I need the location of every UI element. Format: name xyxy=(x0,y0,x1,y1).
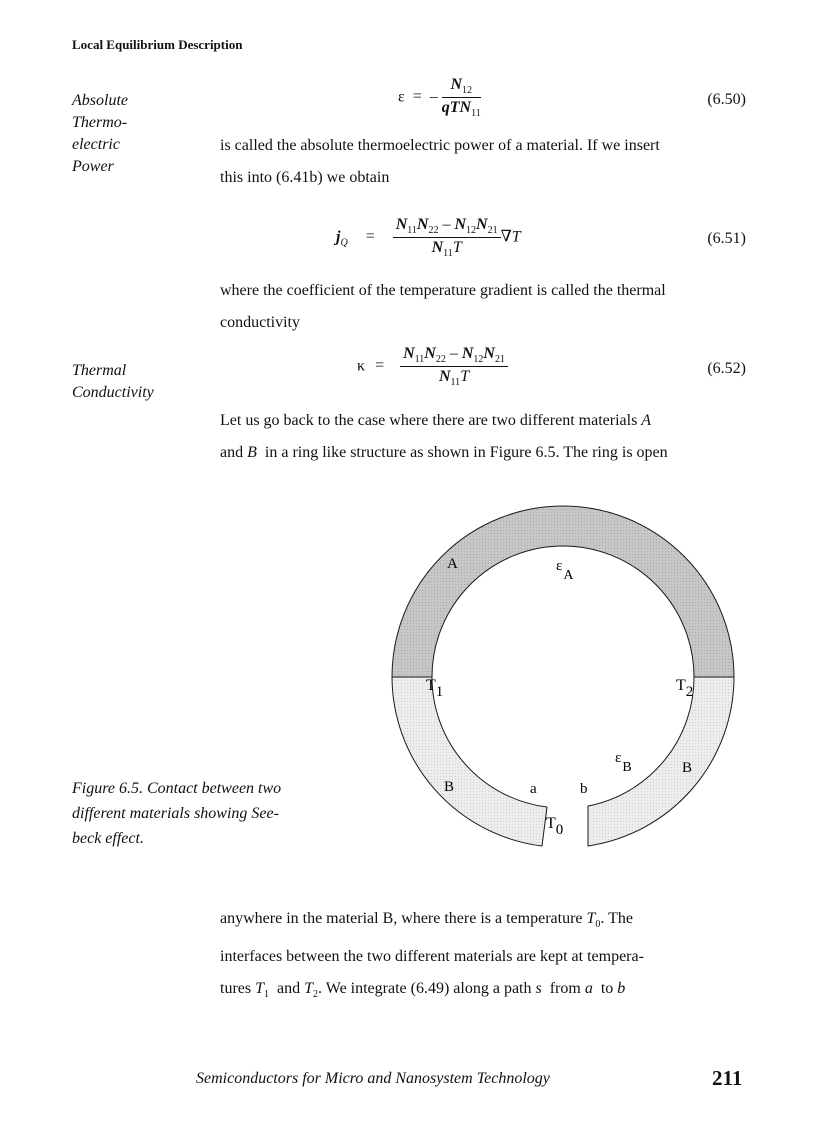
label-point-b: b xyxy=(580,781,588,797)
margin-note-line: Thermal xyxy=(72,362,127,379)
label-t1-symbol: T xyxy=(426,677,436,694)
eq652-d: N xyxy=(483,345,495,362)
eq651-a: N xyxy=(395,216,408,233)
label-material-b-right: B xyxy=(682,760,693,776)
margin-note-line: electric xyxy=(72,136,120,153)
label-t2-symbol: T xyxy=(676,677,686,694)
caption-line: different materials showing See- xyxy=(72,805,279,822)
temp-t0-symbol: T xyxy=(586,910,596,927)
text-run: tures xyxy=(220,980,256,998)
caption-line: Figure 6.5. Contact between two xyxy=(72,780,282,797)
eq651-lhs-sub: Q xyxy=(340,237,348,249)
eq651-den-sub: 11 xyxy=(443,248,453,260)
text-run: . We integrate (6.49) along a path xyxy=(318,980,536,998)
paragraph-line xyxy=(220,973,746,1011)
eq651-fraction xyxy=(393,216,501,259)
label-material-b-left: B xyxy=(444,779,455,795)
margin-note-thermal-conductivity xyxy=(72,360,154,404)
paragraph-4 xyxy=(220,903,746,1011)
label-t0-symbol: T xyxy=(546,815,556,832)
paragraph-line xyxy=(220,903,746,941)
text-run: in a ring like structure as shown in Figure 6.5. The ring is open xyxy=(256,444,668,461)
eq652-lhs: κ xyxy=(357,357,366,375)
equation-number-6-50: (6.50) xyxy=(707,91,746,108)
eq652-den-sub: 11 xyxy=(450,377,461,389)
eq652-den-t: T xyxy=(460,368,470,386)
eq651-d: N xyxy=(476,216,488,233)
eq652-c: N xyxy=(461,345,474,362)
label-t0-sub: 0 xyxy=(555,822,564,838)
equation-6-50 xyxy=(398,76,481,119)
paragraph-line: where the coefficient of the temperature gradient is called the thermal xyxy=(220,282,666,299)
eq651-den-t: T xyxy=(452,239,462,257)
text-run: from xyxy=(541,980,585,998)
temp-t1-sub: 1 xyxy=(264,989,270,1001)
eq652-equals: = xyxy=(375,357,385,375)
paragraph-3 xyxy=(220,405,746,469)
paragraph-line: conductivity xyxy=(220,314,300,331)
paragraph-line: is called the absolute thermoelectric power of a material. If we insert xyxy=(220,137,660,154)
label-epsilon-b-sub: B xyxy=(622,760,632,775)
temp-t2-symbol: T xyxy=(304,980,314,998)
eq650-lhs: ε xyxy=(398,88,405,106)
paragraph-1 xyxy=(220,130,746,194)
eq651-den-symbol: N xyxy=(431,239,444,257)
temp-t1-symbol: T xyxy=(255,980,265,998)
eq651-c-sub: 12 xyxy=(466,225,477,237)
path-s-symbol: s xyxy=(535,980,542,998)
figure-6-5-ring-diagram xyxy=(380,500,746,850)
label-t2 xyxy=(676,677,693,700)
eq651-equals: = xyxy=(365,228,375,246)
equation-number-6-52: (6.52) xyxy=(707,360,746,377)
paragraph-line: interfaces between the two different materials are kept at tempera- xyxy=(220,948,644,966)
point-b-symbol: b xyxy=(617,980,626,998)
equation-6-51 xyxy=(336,216,521,259)
temp-t2-sub: 2 xyxy=(313,989,319,1001)
margin-note-absolute-power xyxy=(72,90,128,178)
eq651-minus: – xyxy=(442,216,451,233)
text-run: and xyxy=(269,980,305,998)
eq652-den-symbol: N xyxy=(438,368,451,386)
eq650-fraction xyxy=(442,76,481,119)
eq650-num-sub: 12 xyxy=(462,85,473,97)
eq650-den-symbol: qTN xyxy=(441,99,472,117)
label-epsilon-a xyxy=(556,558,574,583)
paragraph-2 xyxy=(220,275,746,339)
margin-note-line: Absolute xyxy=(72,92,128,109)
eq651-gradient: ∇T xyxy=(500,228,521,246)
equation-number-6-51: (6.51) xyxy=(707,230,746,247)
paragraph-line xyxy=(220,405,746,437)
paragraph-line: this into (6.41b) we obtain xyxy=(220,169,390,186)
eq651-b-sub: 22 xyxy=(428,225,439,237)
margin-note-line: Power xyxy=(72,158,114,175)
caption-line: beck effect. xyxy=(72,830,144,847)
label-epsilon-b-symbol: ε xyxy=(615,750,622,766)
label-epsilon-b xyxy=(615,750,632,775)
eq651-c: N xyxy=(454,216,467,233)
point-a-symbol: a xyxy=(584,980,593,998)
label-epsilon-a-sub: A xyxy=(563,568,574,583)
eq650-equals: = xyxy=(412,88,422,106)
running-head: Local Equilibrium Description xyxy=(72,37,243,52)
eq652-b: N xyxy=(424,345,436,362)
text-run: anywhere in the material B, where there is a temperature xyxy=(220,910,587,927)
text-run: and xyxy=(220,444,248,461)
material-b-right-arc xyxy=(588,677,734,846)
label-t0 xyxy=(546,815,563,838)
eq652-a: N xyxy=(403,345,415,362)
label-t2-sub: 2 xyxy=(685,684,694,700)
eq652-c-sub: 12 xyxy=(473,354,484,366)
eq650-num-symbol: N xyxy=(450,76,463,93)
eq651-d-sub: 21 xyxy=(487,225,498,237)
footer-book-title: Semiconductors for Micro and Nanosystem Technology xyxy=(196,1070,550,1087)
material-a-symbol: A xyxy=(641,412,652,429)
eq652-a-sub: 11 xyxy=(414,354,425,366)
label-epsilon-a-symbol: ε xyxy=(556,558,563,574)
eq652-minus: – xyxy=(449,345,458,362)
label-t1-sub: 1 xyxy=(435,684,444,700)
eq650-minus: – xyxy=(429,88,438,106)
eq652-d-sub: 21 xyxy=(494,354,505,366)
text-run: . The xyxy=(600,910,633,927)
figure-caption xyxy=(72,776,327,851)
material-b-left-arc xyxy=(392,677,547,846)
material-b-symbol: B xyxy=(247,444,257,461)
text-run: to xyxy=(592,980,618,998)
eq652-fraction xyxy=(400,345,508,388)
temp-t0-sub: 0 xyxy=(595,919,601,931)
eq651-a-sub: 11 xyxy=(407,225,417,237)
material-a-arc xyxy=(392,506,734,677)
equation-6-52 xyxy=(357,345,508,388)
page-number: 211 xyxy=(712,1066,743,1090)
paragraph-line xyxy=(220,437,746,469)
label-point-a: a xyxy=(530,781,537,797)
margin-note-line: Conductivity xyxy=(72,384,154,401)
label-material-a: A xyxy=(447,556,458,572)
margin-note-line: Thermo- xyxy=(72,114,128,131)
eq651-lhs: j xyxy=(336,228,341,246)
text-run: Let us go back to the case where there are two different materials xyxy=(220,412,642,429)
eq651-b: N xyxy=(416,216,429,233)
eq652-b-sub: 22 xyxy=(435,354,446,366)
eq650-den-sub: 11 xyxy=(471,108,481,120)
